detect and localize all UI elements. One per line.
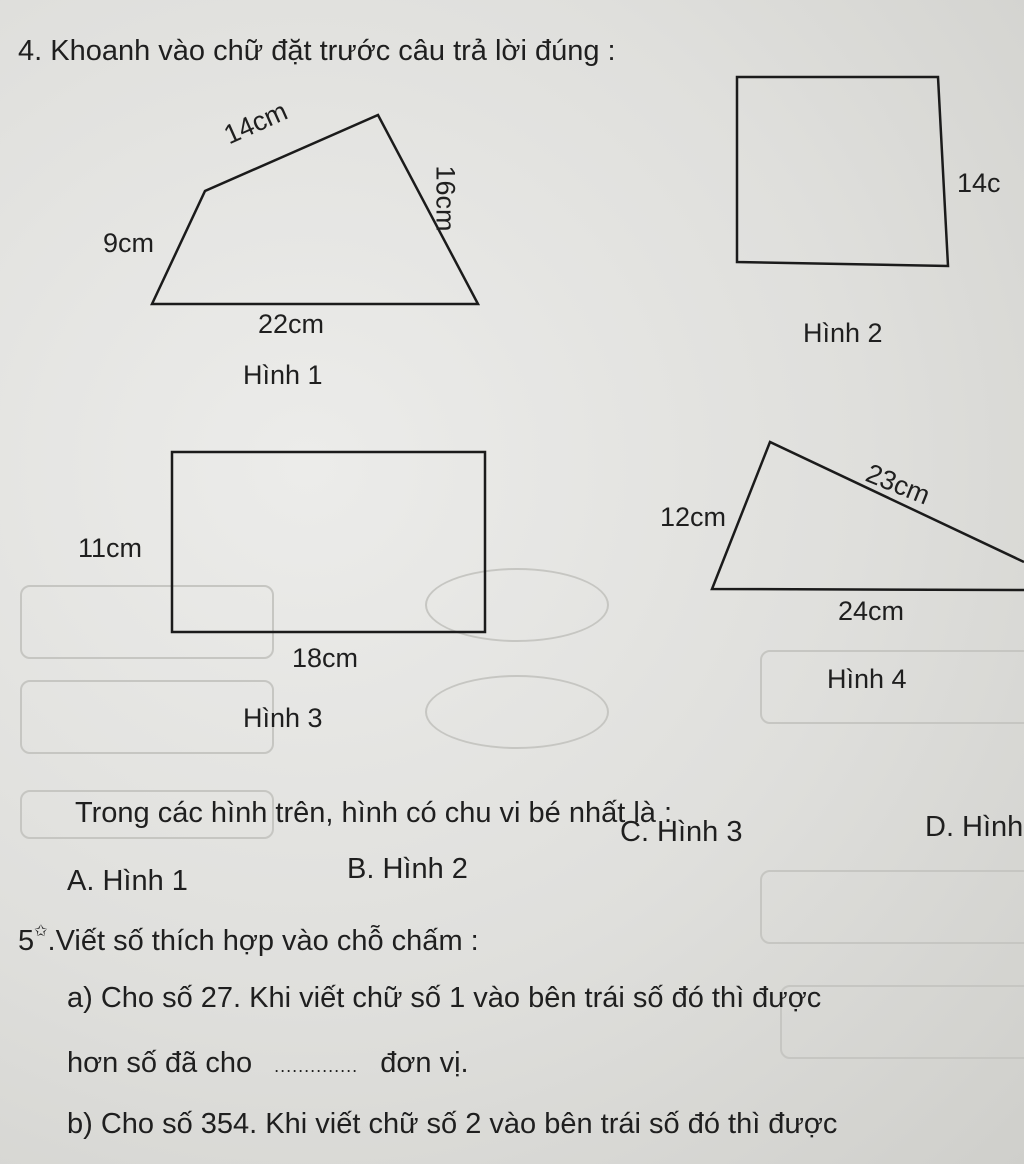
question-5-number: 5 xyxy=(18,925,35,957)
fig2-caption: Hình 2 xyxy=(803,318,883,348)
figure-3-rectangle xyxy=(172,452,485,632)
fig1-caption: Hình 1 xyxy=(243,360,323,390)
option-c[interactable]: C. Hình 3 xyxy=(620,816,743,848)
fig4-bottom-side-label: 24cm xyxy=(838,596,905,626)
fig2-side-label: 14c xyxy=(957,168,1001,198)
fig1-top-side-label: 14cm xyxy=(219,95,292,151)
question-5b-line1: b) Cho số 354. Khi viết chữ số 2 vào bên trái số đó thì được xyxy=(67,1108,838,1140)
answer-blank-5a[interactable]: .............. xyxy=(274,1056,359,1076)
question-5a-unit: đơn vị. xyxy=(380,1047,469,1079)
question-5-instruction: .Viết số thích hợp vào chỗ chấm : xyxy=(47,925,479,957)
question-5a-line1: a) Cho số 27. Khi viết chữ số 1 vào bên trái số đó thì được xyxy=(67,982,822,1014)
fig4-top-side-label: 23cm xyxy=(861,458,935,511)
option-a[interactable]: A. Hình 1 xyxy=(67,865,188,897)
fig4-caption: Hình 4 xyxy=(827,664,907,694)
fig3-bottom-side-label: 18cm xyxy=(292,643,359,673)
fig3-caption: Hình 3 xyxy=(243,703,323,733)
question-4-prompt: Trong các hình trên, hình có chu vi bé nhất là : xyxy=(75,797,673,829)
fig1-bottom-side-label: 22cm xyxy=(258,309,325,339)
fig1-right-side-label: 16cm xyxy=(430,165,461,232)
figure-4-triangle xyxy=(712,442,1024,590)
fig3-left-side-label: 11cm xyxy=(78,533,143,563)
question-5a-line2 xyxy=(67,1047,469,1080)
fig1-left-side-label: 9cm xyxy=(103,228,155,258)
option-d[interactable]: D. Hình xyxy=(925,811,1024,843)
question-5-title xyxy=(18,925,479,958)
option-b[interactable]: B. Hình 2 xyxy=(347,853,468,885)
question-5a-text: hơn số đã cho xyxy=(67,1047,253,1079)
star-icon: ✩ xyxy=(34,923,48,940)
figure-2-square xyxy=(737,77,948,266)
fig4-left-side-label: 12cm xyxy=(660,502,727,532)
question-4-title: 4. Khoanh vào chữ đặt trước câu trả lời đúng : xyxy=(18,35,616,67)
